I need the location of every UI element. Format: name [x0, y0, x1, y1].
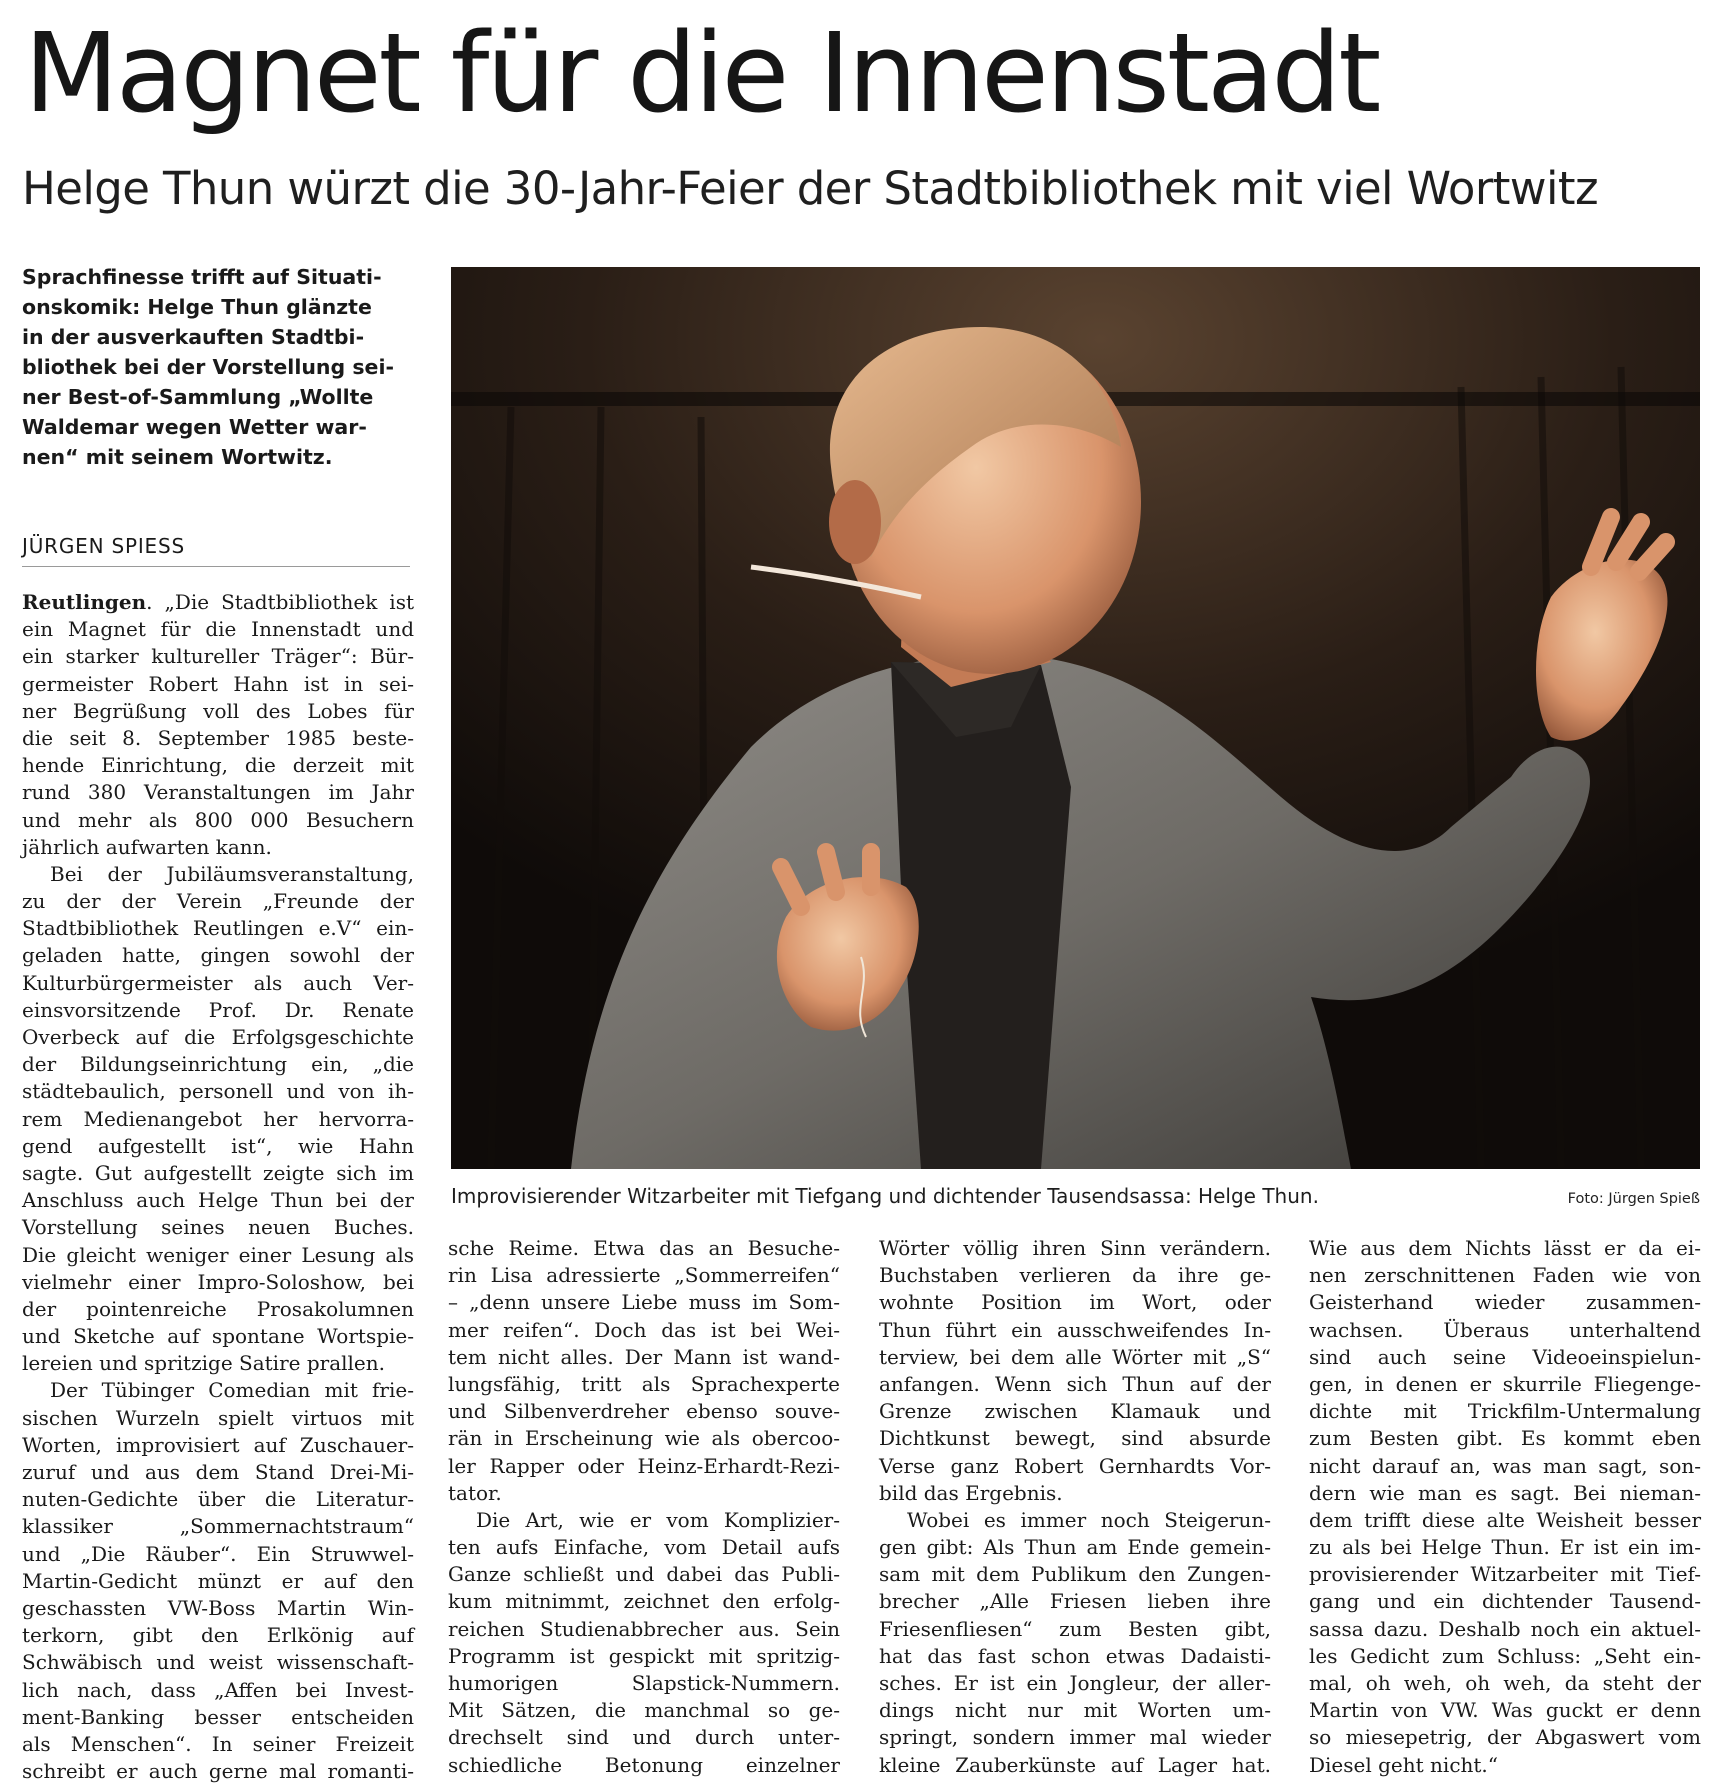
text-line: zuruf und aus dem Stand Drei-Mi- [22, 1460, 414, 1484]
article-photo [451, 267, 1700, 1169]
text-line: drechselt sind und durch unter- [448, 1725, 840, 1750]
text-line: gang und ein dichtender Tausend- [1309, 1589, 1701, 1614]
lead-line: onskomik: Helge Thun glänzte [22, 295, 372, 319]
text-line: kum mitnimmt, zeichnet den erfolg- [448, 1589, 840, 1614]
headline: Magnet für die Innenstadt [24, 9, 1379, 137]
text-line: terview, bei dem alle Wörter mit „S“ [879, 1344, 1271, 1369]
text-line: und Silbenverdreher ebenso souve- [448, 1399, 840, 1424]
text-line: als Menschen“. In seiner Freizeit [22, 1731, 414, 1756]
text-line: Buchstaben verlieren da ihre ge- [879, 1263, 1271, 1288]
text-line: Geisterhand wieder zusammen- [1309, 1290, 1701, 1315]
photo-illustration [451, 267, 1700, 1169]
lead-line: Waldemar wegen Wetter war- [22, 415, 367, 439]
text-line: zum Besten gibt. Es kommt eben [1309, 1426, 1701, 1451]
subheadline: Helge Thun würzt die 30-Jahr-Feier der Stadtbibliothek mit viel Wortwitz [22, 162, 1598, 215]
text-line: ler Rapper oder Heinz-Erhardt-Rezi- [448, 1453, 840, 1478]
text-line: gend aufgestellt ist“, wie Hahn [22, 1133, 414, 1158]
text-line: kleine Zauberkünste auf Lager hat. [879, 1752, 1271, 1777]
text-line: dichte mit Trickfilm-Untermalung [1309, 1399, 1701, 1424]
text-line: und Sketche auf spontane Wortspie- [22, 1324, 414, 1349]
lead-line: nen“ mit seinem Wortwitz. [22, 445, 333, 469]
text-line: Die gleicht weniger einer Lesung als [22, 1242, 414, 1267]
text-line: Martin-Gedicht münzt er auf den [22, 1568, 414, 1593]
text-line: rund 380 Veranstaltungen im Jahr [22, 780, 414, 805]
text-line: tator. [448, 1480, 502, 1505]
text-line: und „Die Räuber“. Ein Struwwel- [22, 1541, 414, 1566]
text-line: dem trifft diese alte Weisheit besser [1309, 1507, 1701, 1532]
body-column-1 [22, 589, 414, 1785]
text-line: ner Begrüßung voll des Lobes für [22, 698, 414, 723]
text-line: einsvorsitzende Prof. Dr. Renate [22, 997, 414, 1022]
lead-line: ner Best-of-Sammlung „Wollte [22, 385, 374, 409]
text-line: Friesenfliesen“ zum Besten gibt, [879, 1616, 1271, 1641]
text-line: gen, in denen er skurrile Fliegenge- [1309, 1371, 1701, 1396]
text-line: sches. Er ist ein Jongleur, der aller- [879, 1671, 1271, 1695]
text-line: so miesepetrig, der Abgaswert vom [1309, 1725, 1701, 1750]
lead-line: bliothek bei der Vorstellung sei- [22, 355, 394, 379]
text-line: städtebaulich, personell und von ih- [22, 1079, 414, 1104]
text-line: rem Medienangebot her hervorra- [22, 1106, 414, 1131]
text-line: Bei der Jubiläumsveranstaltung, [50, 861, 414, 886]
text-line: Mit Sätzen, die manchmal so ge- [448, 1698, 840, 1723]
body-column-4 [1309, 1235, 1701, 1779]
text-line: nicht darauf an, was man sagt, son- [1309, 1453, 1701, 1478]
text-line: mer reifen“. Doch das ist bei Wei- [448, 1317, 840, 1342]
text-line: rin Lisa adressierte „Sommerreifen“ [448, 1263, 840, 1288]
text-line: zu als bei Helge Thun. Er ist ein im- [1309, 1535, 1701, 1560]
text-line: vielmehr einer Impro-Soloshow, bei [22, 1269, 414, 1294]
text-line: Grenze zwischen Klamauk und [879, 1399, 1271, 1424]
text-line: jährlich aufwarten kann. [22, 834, 272, 859]
text-line: nuten-Gedichte über die Literatur- [22, 1487, 414, 1512]
text-line: springt, sondern immer mal wieder [879, 1725, 1271, 1750]
text-line: dern wie man es sagt. Bei nieman- [1309, 1480, 1701, 1505]
text-line: hat das fast schon etwas Dadaisti- [879, 1643, 1271, 1668]
text-line: gen gibt: Als Thun am Ende gemein- [879, 1535, 1271, 1560]
text-line: wohnte Position im Wort, oder [879, 1290, 1271, 1315]
text-line: Die Art, wie er vom Komplizier- [476, 1507, 840, 1532]
text-line: ein starker kultureller Träger“: Bür- [22, 644, 414, 669]
text-line: nen zerschnittenen Faden wie von [1309, 1263, 1701, 1288]
text-line: Verse ganz Robert Gernhardts Vor- [879, 1453, 1271, 1478]
text-line: lungsfähig, tritt als Sprachexperte [448, 1371, 840, 1396]
text-line: brecher „Alle Friesen lieben ihre [879, 1589, 1271, 1614]
text-line: Wörter völlig ihren Sinn verändern. [879, 1236, 1271, 1260]
text-line: sind auch seine Videoeinspielun- [1309, 1344, 1701, 1369]
text-line: zu der der Verein „Freunde der [22, 889, 414, 914]
lead-line: in der ausverkauften Stadtbi- [22, 325, 365, 349]
text-line: sischen Wurzeln spielt virtuos mit [22, 1405, 414, 1430]
text-line: klassiker „Sommernachtstraum“ [22, 1514, 414, 1539]
text-line: Programm ist gespickt mit spritzig- [448, 1643, 840, 1668]
text-line: geladen hatte, gingen sowohl der [22, 943, 414, 968]
text-line: Dichtkunst bewegt, sind absurde [879, 1426, 1271, 1451]
text-line: Kulturbürgermeister als auch Ver- [22, 970, 414, 995]
text-line: Der Tübinger Comedian mit frie- [50, 1378, 414, 1403]
text-line: sche Reime. Etwa das an Besuche- [448, 1236, 840, 1260]
text-line: hende Einrichtung, die derzeit mit [22, 753, 414, 778]
text-line: tem nicht alles. Der Mann ist wand- [448, 1344, 840, 1369]
text-line: Anschluss auch Helge Thun bei der [22, 1188, 414, 1213]
text-line: provisierender Witzarbeiter mit Tief- [1309, 1562, 1701, 1587]
text-line: und mehr als 800 000 Besuchern [22, 807, 414, 832]
text-line: ten aufs Einfache, vom Detail aufs [448, 1535, 840, 1560]
text-line: schreibt er auch gerne mal romanti- [22, 1759, 414, 1784]
text-line: les Gedicht zum Schluss: „Seht ein- [1309, 1643, 1701, 1668]
text-line: humorigen Slapstick-Nummern. [448, 1671, 840, 1695]
text-line: Overbeck auf die Erfolgsgeschichte [22, 1025, 414, 1049]
text-line: der Bildungseinrichtung ein, „die [22, 1052, 414, 1077]
text-line: Wie aus dem Nichts lässt er da ei- [1309, 1236, 1701, 1260]
text-line: anfangen. Wenn sich Thun auf der [879, 1371, 1271, 1396]
text-line: bild das Ergebnis. [879, 1480, 1063, 1505]
text-line: wachsen. Überaus unterhaltend [1309, 1317, 1701, 1342]
lead-paragraph [22, 262, 414, 472]
text-line: Worten, improvisiert auf Zuschauer- [22, 1432, 414, 1457]
text-line: der pointenreiche Prosakolumnen [22, 1296, 414, 1321]
text-fragment: . „Die Stadtbibliothek ist [146, 590, 414, 614]
text-line: sam mit dem Publikum den Zungen- [879, 1562, 1271, 1587]
text-line [22, 589, 414, 616]
text-line: geschassten VW-Boss Martin Win- [22, 1595, 414, 1620]
text-line: germeister Robert Hahn ist in sei- [22, 671, 414, 696]
text-line: Martin von VW. Was guckt er denn [1309, 1698, 1701, 1723]
text-line: dings nicht nur mit Worten um- [879, 1698, 1271, 1723]
text-line: schiedliche Betonung einzelner [448, 1752, 840, 1777]
text-line: ein Magnet für die Innenstadt und [22, 617, 414, 642]
text-line: Vorstellung seines neuen Buches. [22, 1215, 414, 1240]
text-line: Ganze schließt und dabei das Publi- [448, 1562, 840, 1587]
text-line: Wobei es immer noch Steigerun- [907, 1507, 1271, 1532]
text-line: reichen Studienabbrecher aus. Sein [448, 1616, 840, 1641]
body-column-2 [448, 1235, 840, 1779]
text-line: terkorn, gibt den Erlkönig auf [22, 1623, 414, 1648]
text-line: lereien und spritzige Satire prallen. [22, 1351, 385, 1376]
text-line: sassa dazu. Deshalb noch ein aktuel- [1309, 1616, 1701, 1641]
body-column-3 [879, 1235, 1271, 1779]
lead-line: Sprachfinesse trifft auf Situati- [22, 265, 382, 289]
text-line: Thun führt ein ausschweifendes In- [879, 1317, 1271, 1342]
text-line: Schwäbisch und weist wissenschaft- [22, 1650, 414, 1675]
text-line: die seit 8. September 1985 beste- [22, 725, 414, 750]
author-byline: JÜRGEN SPIESS [22, 532, 410, 567]
text-line: ment-Banking besser entscheiden [22, 1704, 414, 1729]
text-line: Diesel geht nicht.“ [1309, 1752, 1499, 1777]
text-line: lich nach, dass „Affen bei Invest- [22, 1677, 414, 1702]
text-line: sagte. Gut aufgestellt zeigte sich im [22, 1160, 414, 1185]
photo-credit: Foto: Jürgen Spieß [1567, 1191, 1700, 1207]
text-line: Stadtbibliothek Reutlingen e.V“ ein- [22, 916, 414, 941]
photo-caption: Improvisierender Witzarbeiter mit Tiefgang und dichtender Tausendsassa: Helge Thun. [451, 1184, 1319, 1208]
text-line: rän in Erscheinung wie als obercoo- [448, 1426, 840, 1451]
text-line: – „denn unsere Liebe muss im Som- [448, 1290, 840, 1315]
text-line: mal, oh weh, oh weh, da steht der [1309, 1671, 1701, 1695]
dateline: Reutlingen [22, 590, 147, 614]
